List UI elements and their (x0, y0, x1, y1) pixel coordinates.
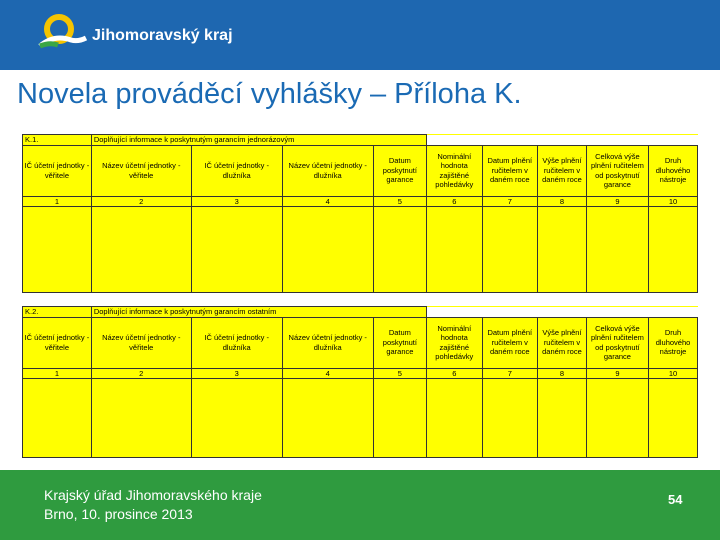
footer-bar (0, 470, 720, 540)
brand-name: Jihomoravský kraj (92, 27, 233, 44)
column-number: 1 (23, 196, 92, 207)
table-k2 (22, 306, 698, 458)
column-header: Název účetní jednotky - věřitele (91, 317, 191, 368)
data-cell[interactable] (191, 379, 282, 458)
column-header: Název účetní jednotky - dlužníka (282, 145, 373, 196)
column-number: 5 (373, 368, 426, 379)
column-header: Výše plnění ručitelem v daném roce (538, 317, 587, 368)
data-cell[interactable] (91, 207, 191, 293)
data-cell[interactable] (191, 207, 282, 293)
column-number: 10 (649, 196, 698, 207)
column-number: 2 (91, 368, 191, 379)
page-number: 54 (668, 492, 683, 507)
column-number: 2 (91, 196, 191, 207)
column-header: Nominální hodnota zajištěné pohledávky (427, 317, 483, 368)
column-number: 8 (538, 196, 587, 207)
data-cell[interactable] (23, 379, 92, 458)
column-number: 4 (282, 368, 373, 379)
data-cell[interactable] (282, 207, 373, 293)
column-header: Název účetní jednotky - dlužníka (282, 317, 373, 368)
data-cell[interactable] (586, 207, 648, 293)
footer-organization: Krajský úřad Jihomoravského kraje (44, 487, 262, 503)
column-number: 1 (23, 368, 92, 379)
column-number: 4 (282, 196, 373, 207)
column-header: Nominální hodnota zajištěné pohledávky (427, 145, 483, 196)
column-header: Celková výše plnění ručitelem od poskytnutí garance (586, 145, 648, 196)
column-number: 8 (538, 368, 587, 379)
caption-spacer (427, 135, 698, 146)
column-header: Celková výše plnění ručitelem od poskytnutí garance (586, 317, 648, 368)
data-cell[interactable] (482, 207, 538, 293)
column-number: 10 (649, 368, 698, 379)
data-cell[interactable] (373, 379, 426, 458)
column-header: Datum plnění ručitelem v daném roce (482, 145, 538, 196)
table-k1 (22, 134, 698, 293)
column-header: Druh dluhového nástroje (649, 317, 698, 368)
column-number: 5 (373, 196, 426, 207)
data-cell[interactable] (482, 379, 538, 458)
caption-spacer (427, 307, 698, 318)
header-bar (0, 0, 720, 70)
table-code: K.2. (23, 307, 92, 318)
data-cell[interactable] (427, 207, 483, 293)
slide-title: Novela prováděcí vyhlášky – Příloha K. (17, 78, 522, 110)
table-caption: Doplňující informace k poskytnutým garancím ostatním (91, 307, 426, 318)
column-number: 6 (427, 196, 483, 207)
attachment-table (22, 306, 698, 458)
column-number: 9 (586, 196, 648, 207)
data-cell[interactable] (23, 207, 92, 293)
jihomoravsky-kraj-logo-icon (38, 12, 88, 56)
column-header: IČ účetní jednotky - věřitele (23, 145, 92, 196)
column-header: Název účetní jednotky - věřitele (91, 145, 191, 196)
column-header: Datum poskytnutí garance (373, 317, 426, 368)
data-cell[interactable] (427, 379, 483, 458)
column-header: Datum poskytnutí garance (373, 145, 426, 196)
column-number: 7 (482, 196, 538, 207)
attachment-table (22, 134, 698, 293)
column-header: IČ účetní jednotky - věřitele (23, 317, 92, 368)
column-header: Výše plnění ručitelem v daném roce (538, 145, 587, 196)
footer-date: Brno, 10. prosince 2013 (44, 506, 193, 522)
data-cell[interactable] (538, 379, 587, 458)
column-header: Datum plnění ručitelem v daném roce (482, 317, 538, 368)
data-cell[interactable] (649, 379, 698, 458)
column-number: 6 (427, 368, 483, 379)
column-number: 9 (586, 368, 648, 379)
column-number: 7 (482, 368, 538, 379)
column-header: IČ účetní jednotky - dlužníka (191, 317, 282, 368)
footer-text (44, 486, 262, 524)
data-cell[interactable] (91, 379, 191, 458)
column-number: 3 (191, 368, 282, 379)
column-header: IČ účetní jednotky - dlužníka (191, 145, 282, 196)
data-cell[interactable] (282, 379, 373, 458)
table-caption: Doplňující informace k poskytnutým garancím jednorázovým (91, 135, 426, 146)
column-number: 3 (191, 196, 282, 207)
data-cell[interactable] (373, 207, 426, 293)
data-cell[interactable] (538, 207, 587, 293)
column-header: Druh dluhového nástroje (649, 145, 698, 196)
data-cell[interactable] (586, 379, 648, 458)
table-code: K.1. (23, 135, 92, 146)
data-cell[interactable] (649, 207, 698, 293)
